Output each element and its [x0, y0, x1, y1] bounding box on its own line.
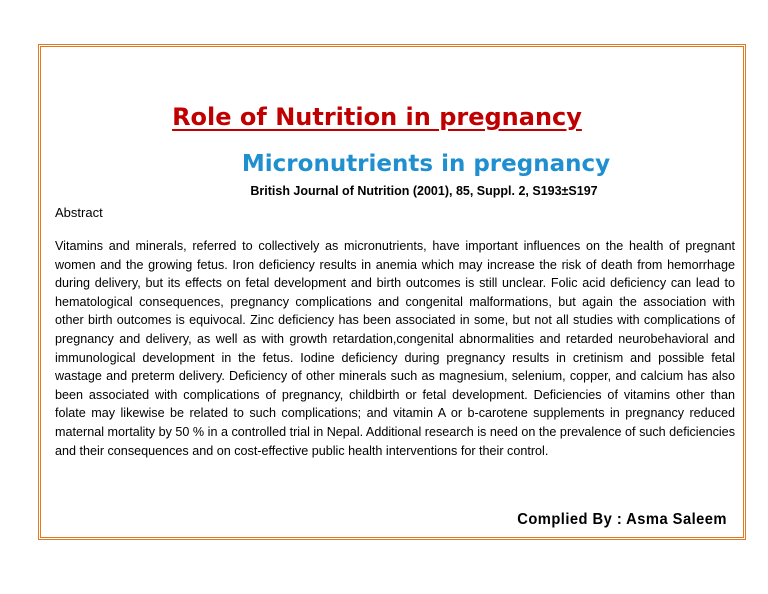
author-credit: Complied By : Asma Saleem [517, 511, 727, 528]
document-subtitle: Micronutrients in pregnancy [241, 151, 611, 177]
journal-citation: British Journal of Nutrition (2001), 85, Suppl. 2, S193±S197 [250, 184, 598, 198]
document-frame [38, 44, 746, 540]
abstract-label: Abstract [55, 205, 103, 220]
document-title: Role of Nutrition in pregnancy [172, 103, 582, 131]
abstract-body: Vitamins and minerals, referred to collectively as micronutrients, have important influences on the health of pregnant women and the growing fetus. Iron deficiency results in anemia which may increase the risk of death from hemorrhage during delivery, but its effects on fetal development and birth outcomes is still unclear. Folic acid deficiency can lead to hematological consequences, pregnancy complications and congenital malformations, but again the association with other birth outcomes is equivocal. Zinc deficiency has been associated in some, but not all studies with complications of pregnancy and delivery, as well as with growth retardation,congenital abnormalities and retarded neurobehavioral and immunological development in the fetus. Iodine deficiency during pregnancy results in cretinism and possible fetal wastage and preterm delivery. Deficiency of other minerals such as magnesium, selenium, copper, and calcium has also been associated with complications of pregnancy, childbirth or fetal development. Deficiencies of vitamins other than folate may likewise be related to such complications; and vitamin A or b-carotene supplements in pregnancy reduced maternal mortality by 50 % in a controlled trial in Nepal. Additional research is need on the prevalence of such deficiencies and their consequences and on cost-effective public health interventions for their control. [55, 239, 735, 458]
